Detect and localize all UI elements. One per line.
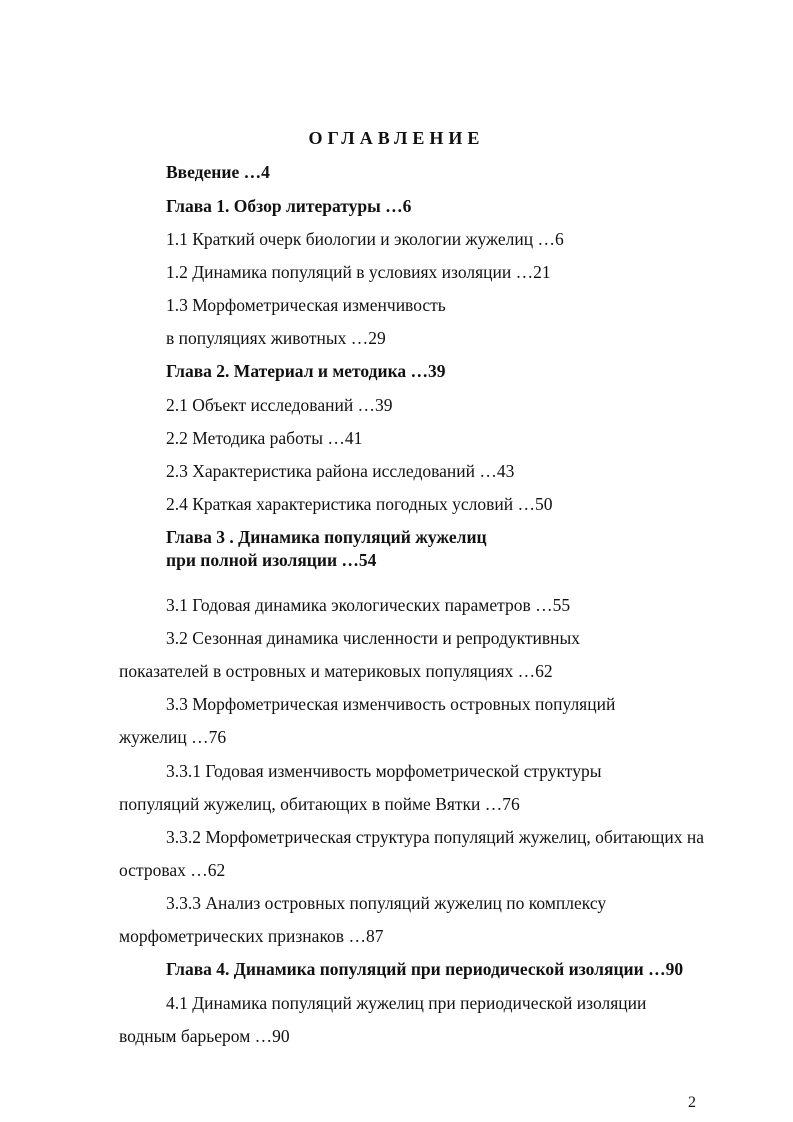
- toc-chapter-1: Глава 1. Обзор литературы …6: [166, 196, 412, 216]
- toc-entry-3-2-cont: показателей в островных и материковых популяциях …62: [119, 661, 553, 681]
- toc-entry-2-2: 2.2 Методика работы …41: [166, 428, 363, 448]
- toc-entry-3-2: 3.2 Сезонная динамика численности и репродуктивных: [166, 628, 581, 648]
- toc-entry-1-3: 1.3 Морфометрическая изменчивость: [166, 295, 446, 315]
- toc-entry-3-3-1-cont: популяций жужелиц, обитающих в пойме Вятки …76: [119, 794, 520, 814]
- toc-entry-3-3: 3.3 Морфометрическая изменчивость островных популяций: [166, 694, 616, 714]
- toc-entry-1-1: 1.1 Краткий очерк биологии и экологии жужелиц …6: [166, 229, 564, 249]
- toc-entry-1-3-cont: в популяциях животных …29: [166, 328, 386, 348]
- toc-chapter-3: Глава 3 . Динамика популяций жужелиц: [166, 527, 487, 547]
- toc-entry-3-3-1: 3.3.1 Годовая изменчивость морфометрической структуры: [166, 761, 602, 781]
- toc-entry-4-1: 4.1 Динамика популяций жужелиц при периодической изоляции: [166, 993, 647, 1013]
- toc-title: ОГЛАВЛЕНИЕ: [308, 128, 485, 148]
- toc-entry-1-2: 1.2 Динамика популяций в условиях изоляции …21: [166, 262, 551, 282]
- toc-entry-2-3: 2.3 Характеристика района исследований …43: [166, 461, 515, 481]
- toc-entry-3-3-2-cont: островах …62: [119, 860, 226, 880]
- toc-entry-3-3-2: 3.3.2 Морфометрическая структура популяций жужелиц, обитающих на: [166, 827, 704, 847]
- toc-entry-intro: Введение …4: [166, 162, 270, 182]
- toc-entry-4-1-cont: водным барьером …90: [119, 1026, 290, 1046]
- page-number: 2: [688, 1094, 696, 1111]
- toc-entry-3-3-cont: жужелиц …76: [119, 727, 227, 747]
- toc-entry-3-3-3: 3.3.3 Анализ островных популяций жужелиц по комплексу: [166, 893, 607, 913]
- toc-entry-3-3-3-cont: морфометрических признаков …87: [119, 926, 384, 946]
- toc-entry-3-1: 3.1 Годовая динамика экологических параметров …55: [166, 595, 571, 615]
- toc-chapter-3-cont: при полной изоляции …54: [166, 550, 377, 570]
- toc-entry-2-1: 2.1 Объект исследований …39: [166, 395, 393, 415]
- toc-chapter-2: Глава 2. Материал и методика …39: [166, 361, 446, 381]
- toc-chapter-4: Глава 4. Динамика популяций при периодической изоляции …90: [166, 959, 684, 979]
- toc-entry-2-4: 2.4 Краткая характеристика погодных условий …50: [166, 494, 553, 514]
